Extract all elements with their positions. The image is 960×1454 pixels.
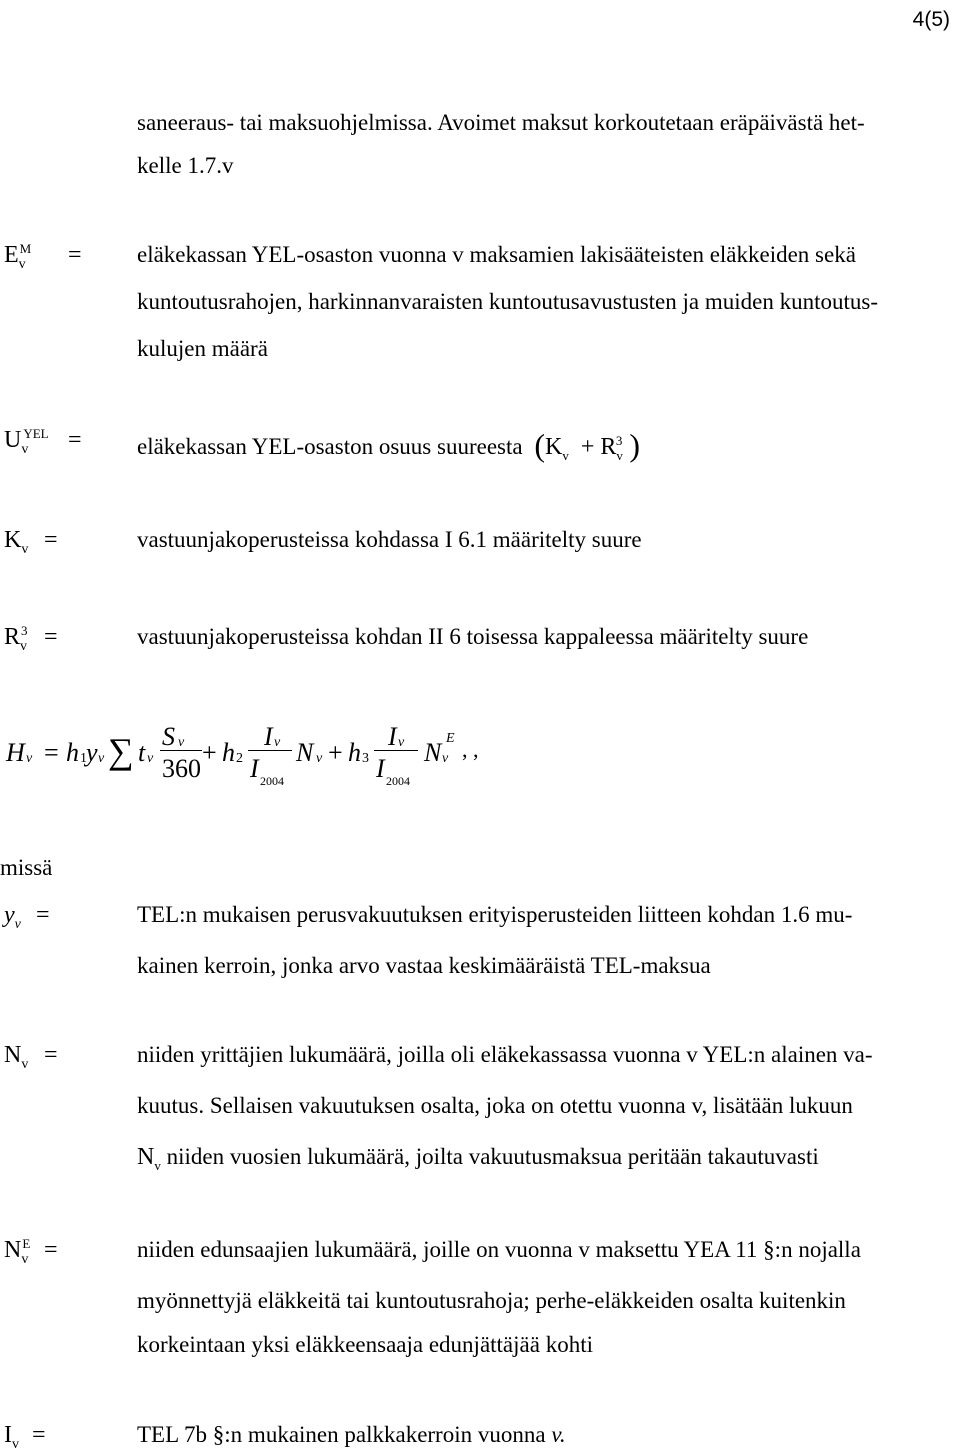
symbol-N-v-E: $N_v^E$ = bbox=[4, 1236, 58, 1267]
definition-E bbox=[137, 240, 959, 364]
fraction-bar bbox=[160, 750, 202, 751]
definition-N bbox=[137, 1040, 959, 1174]
intro-line-1: saneeraus- tai maksuohjelmissa. Avoimet maksut korkoutetaan eräpäivästä het- bbox=[137, 110, 865, 135]
definition-E-line-3: kulujen määrä bbox=[137, 335, 268, 361]
definition-I: TEL 7b §:n mukainen palkkakerroin vuonna v. bbox=[137, 1422, 566, 1447]
fraction-bar bbox=[374, 750, 418, 751]
formula-H: H v = h 1 y v ∑ t v S v 360 + h 2 I v I 2004 N v + h 3 I v I 2004 N v E , , bbox=[6, 722, 479, 788]
definition-E-line-1: eläkekassan YEL-osaston vuonna v maksamien lakisääteisten eläkkeiden sekä bbox=[137, 242, 856, 267]
page-number: 4(5) bbox=[912, 8, 950, 31]
definition-NE bbox=[137, 1235, 959, 1360]
definition-R: vastuunjakoperusteissa kohdan II 6 toisessa kappaleessa määritelty suure bbox=[137, 624, 809, 649]
symbol-U-v-YEL: $U_v^{YEL}$ = bbox=[4, 426, 82, 457]
symbol-K-v: $K_v$ = bbox=[4, 527, 58, 557]
definition-N-line-3: $N_v$ niiden vuosien lukumäärä, joilta vakuutusmaksua peritään takautuvasti bbox=[137, 1143, 819, 1173]
definition-y-line-2: kainen kerroin, jonka arvo vastaa keskimääräistä TEL-maksua bbox=[137, 952, 711, 978]
symbol-R-v-3: $R_v^3$ = bbox=[4, 623, 58, 654]
definition-U bbox=[137, 425, 959, 467]
symbol-y-v: $y_v$ = bbox=[4, 902, 50, 932]
definition-E-line-2: kuntoutusrahojen, harkinnanvaraisten kuntoutusavustusten ja muiden kuntoutus- bbox=[137, 288, 878, 314]
intro-line-2: kelle 1.7.v bbox=[137, 152, 234, 178]
definition-N-line-1: niiden yrittäjien lukumäärä, joilla oli eläkekassassa vuonna v YEL:n alainen va- bbox=[137, 1042, 873, 1067]
symbol-N-v-inline: $N_v$ bbox=[137, 1143, 161, 1173]
definition-U-text: eläkekassan YEL-osaston osuus suureesta bbox=[137, 434, 523, 459]
intro-paragraph bbox=[137, 108, 959, 181]
definition-N-line-2: kuutus. Sellaisen vakuutuksen osalta, joka on otettu vuonna v, lisätään lukuun bbox=[137, 1092, 853, 1118]
definition-y-line-1: TEL:n mukaisen perusvakuutuksen erityisperusteiden liitteen kohdan 1.6 mu- bbox=[137, 902, 853, 927]
symbol-N-v: $N_v$ = bbox=[4, 1042, 58, 1072]
where-label: missä bbox=[0, 855, 53, 880]
year-variable-v: v. bbox=[551, 1422, 566, 1447]
fraction-bar bbox=[248, 750, 292, 751]
definition-K: vastuunjakoperusteissa kohdassa I 6.1 määritelty suure bbox=[137, 527, 642, 552]
definition-y bbox=[137, 900, 959, 981]
symbol-E-v-M: $E_v^M$ = bbox=[4, 241, 82, 272]
definition-NE-line-2: myönnettyjä eläkkeitä tai kuntoutusrahoja; perhe-eläkkeiden osalta kuitenkin bbox=[137, 1287, 846, 1313]
expression-K-plus-R: ($K_v + R_v^3$ ) bbox=[534, 427, 641, 463]
definition-NE-line-3: korkeintaan yksi eläkkeensaaja edunjättäjää kohti bbox=[137, 1331, 593, 1357]
definition-NE-line-1: niiden edunsaajien lukumäärä, joille on vuonna v maksettu YEA 11 §:n nojalla bbox=[137, 1237, 861, 1262]
symbol-I-v: $I_v$ = bbox=[4, 1422, 46, 1452]
